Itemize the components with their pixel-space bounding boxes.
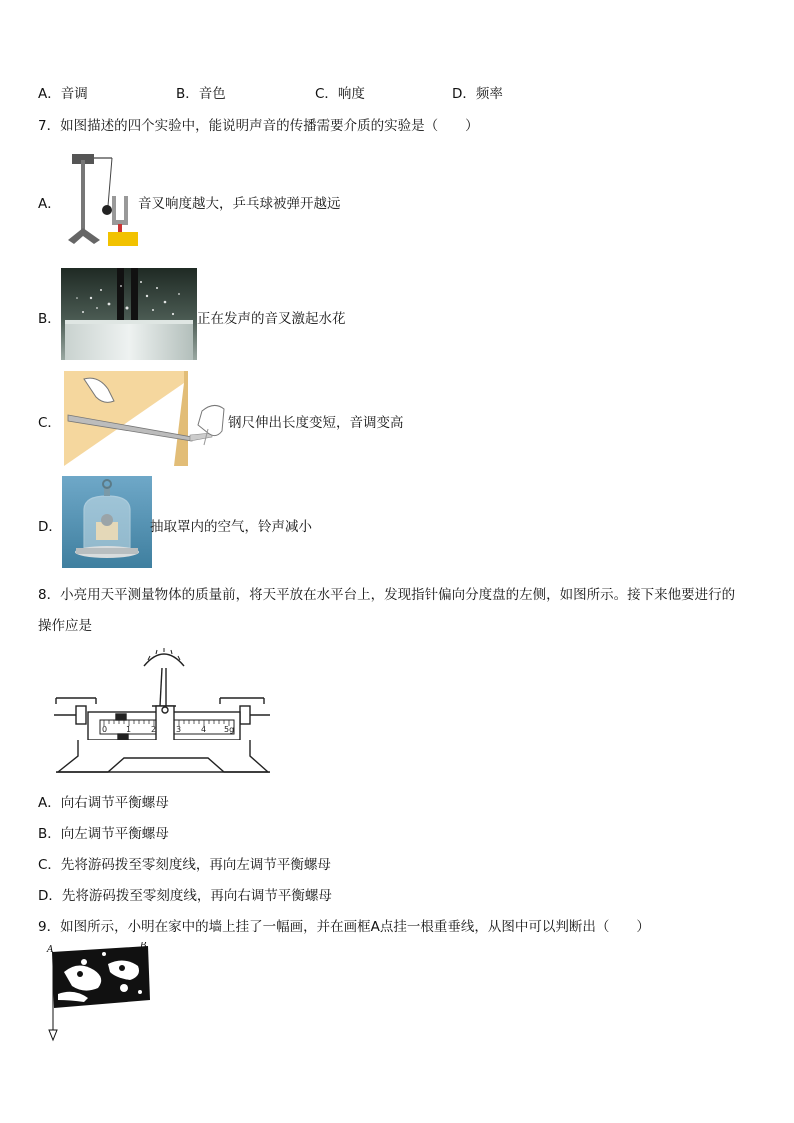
option-7a-label[interactable]: A． [38, 196, 61, 212]
option-8d[interactable]: D．先将游码拨至零刻度线，再向右调节平衡螺母 [38, 888, 332, 904]
option-d[interactable]: D．频率 [452, 86, 503, 102]
option-a[interactable]: A．音调 [38, 86, 88, 102]
balance-scale-diagram [48, 640, 278, 776]
option-7b-caption: 正在发声的音叉激起水花 [197, 311, 346, 327]
scale-label-0: 0 [102, 725, 108, 734]
option-7b-label[interactable]: B． [38, 311, 61, 327]
water-splash-tuning-fork-image [61, 268, 197, 360]
steel-ruler-table-image [64, 371, 230, 466]
option-7d-label[interactable]: D． [38, 519, 62, 535]
tuning-fork-pingpong-image [62, 148, 140, 250]
point-a-label: A [47, 945, 54, 955]
scale-label-5g: 5g [224, 725, 235, 734]
question-7-stem: 7．如图描述的四个实验中，能说明声音的传播需要介质的实验是（ ） [38, 118, 479, 134]
option-7a-caption: 音叉响度越大，乒乓球被弹开越远 [138, 196, 341, 212]
scale-label-1: 1 [126, 725, 132, 734]
bell-jar-vacuum-image [62, 476, 152, 568]
question-8-stem-line2: 操作应是 [38, 618, 92, 634]
point-b-label: B [140, 942, 147, 951]
scale-label-3: 3 [176, 725, 182, 734]
option-c[interactable]: C．响度 [315, 86, 365, 102]
scale-label-4: 4 [201, 725, 207, 734]
option-b[interactable]: B．音色 [176, 86, 226, 102]
scale-label-2: 2 [151, 725, 157, 734]
option-8a[interactable]: A．向右调节平衡螺母 [38, 795, 169, 811]
option-7c-label[interactable]: C． [38, 415, 61, 431]
option-7d-caption: 抽取罩内的空气，铃声减小 [150, 519, 312, 535]
option-7c-caption: 钢尺伸出长度变短，音调变高 [228, 415, 404, 431]
question-8-stem-line1: 8．小亮用天平测量物体的质量前，将天平放在水平台上，发现指针偏向分度盘的左侧，如图所示。接下来他要进行的 [38, 587, 736, 603]
option-8c[interactable]: C．先将游码拨至零刻度线，再向左调节平衡螺母 [38, 857, 331, 873]
option-8b[interactable]: B．向左调节平衡螺母 [38, 826, 169, 842]
question-9-stem: 9．如图所示，小明在家中的墙上挂了一幅画，并在画框A点挂一根重垂线，从图中可以判断出（ ） [38, 919, 650, 935]
hanging-painting-plumb-line-image [44, 942, 156, 1044]
